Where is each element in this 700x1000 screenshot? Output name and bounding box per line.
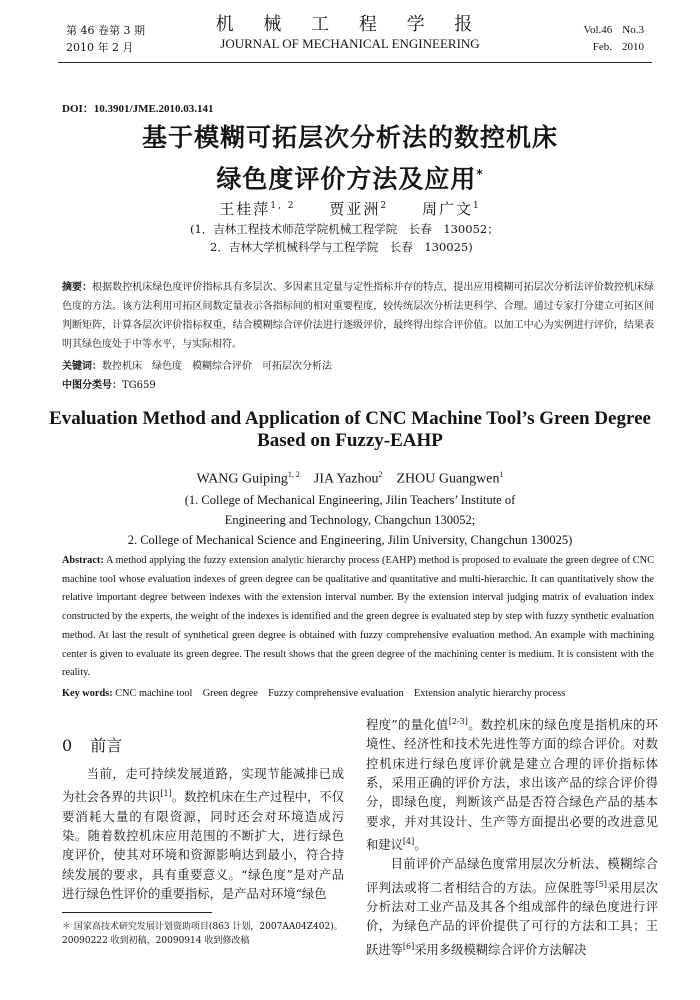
citation[interactable]: [5] (595, 879, 607, 889)
doi[interactable]: DOI：10.3901/JME.2010.03.141 (62, 103, 214, 115)
paper-title-en (0, 408, 700, 452)
body-text: 。数控机床在生产过程中，不仅要消耗大量的有限资源，同时还会对环境造成污染。随着数控机床应用范围的不断扩大，进行绿色度评价，使其对环境和资源影响达到最小，符合持续发展的要求，具有重要意义。“绿色度”是对产品进行绿色性评价的重要指标，是产品对环境“绿色 (62, 790, 344, 901)
author-en-sup: 1, 2 (287, 470, 300, 479)
affiliation-en: Engineering and Technology, Changchun 130052; (224, 513, 476, 527)
classification-cn-text: TG659 (122, 380, 156, 391)
keywords-en-text: CNC machine tool Green degree Fuzzy comprehensive evaluation Extension analytic hierarchy process (115, 688, 566, 699)
author-en-sup: 1 (499, 470, 504, 479)
header-month: Feb. (592, 41, 612, 53)
body-text: 采用层次分析法对工业产品及其各个组成部件的绿色度进行评价，为绿色产品的评价提供了可行的方法和工具；王跃进等 (366, 880, 658, 957)
keywords-cn-text: 数控机床 绿色度 模糊综合评价 可拓层次分析法 (102, 361, 332, 372)
body-right-column (366, 712, 658, 960)
section-heading (62, 733, 140, 756)
abstract-cn-label: 摘要： (62, 282, 93, 293)
body-text: 采用多级模糊综合评价方法解决 (414, 942, 587, 957)
body-paragraph (366, 855, 658, 960)
affiliation-cn: 2．吉林大学机械科学与工程学院 长春 130025) (210, 240, 473, 254)
affiliation-en: 2. College of Mechanical Science and Engineering, Jilin University, Changchun 130025) (127, 533, 573, 547)
author-cn: 周广文 (421, 200, 473, 218)
author-en-sup: 2 (378, 470, 383, 479)
classification-cn-label: 中图分类号： (62, 380, 122, 391)
paper-title-en-line2: Based on Fuzzy-EAHP (257, 430, 443, 451)
body-paragraph (366, 712, 658, 855)
footnote (62, 920, 352, 948)
header-no: No.3 (622, 24, 644, 36)
author-cn-sup: 2 (380, 201, 389, 211)
header-date: 2010 年 2 月 (66, 41, 134, 54)
footnote-rule (62, 912, 212, 913)
classification-cn (62, 376, 156, 391)
abstract-en-text: A method applying the fuzzy extension analytic hierarchy process (EAHP) method is proposed to evaluate the green degree of CNC machine tool whose evaluation indexes of green degree can be qualitative and quantitative and multi-hierarchic. It can quantitatively show the relative important degree between indexes with the extension interval number. By the extension interval judging matrix of evaluation index constructed by the experts, the weight of the indexes is identified and the green degree is evaluated step by step with fuzzy synthetic evaluation method. At last the result of synthetical green degree is obtained with fuzzy comprehensive evaluation method. An example with machining center is given to evaluate its green degree. The result shows that the green degree of the machining center is medium. It is consistent with the reality. (62, 555, 654, 679)
authors-en (0, 470, 700, 488)
body-text: 。数控机床的绿色度是指机床的环境性、经济性和技术先进性等方面的综合评价。对数控机床进行绿色度评价就是建立合理的评价指标体系，采用正确的评价方法，求出该产品的综合评价得分，即绿色度，判断该产品是否符合绿色产品的基本要求，并对其设计、生产等方面提出必要的改进意见和建议 (366, 718, 658, 852)
author-en: ZHOU Guangwen (396, 471, 500, 487)
keywords-cn-label: 关键词： (62, 361, 102, 372)
author-cn: 贾亚洲 (329, 200, 381, 218)
body-text: 目前评价产品绿色度常用层次分析法、模糊综合评判法或将二者相结合的方法。应保胜等 (366, 857, 658, 895)
abstract-cn-text: 根据数控机床绿色度评价指标具有多层次、多因素且定量与定性指标并存的特点，提出应用模糊可拓层次分析法评价数控机床绿色度的方法。该方法利用可拓区间数定量表示各指标间的相对重要程度，较传统层次分析法更科学、合理。通过专家打分建立可拓区间判断矩阵，计算各层次评价指标权重，结合模糊综合评价法进行逐级评价，最终得出综合评价值。以加工中心为实例进行评价，结果表明其绿色度处于中等水平，与实际相符。 (62, 282, 655, 350)
citation[interactable]: [2-3] (448, 717, 468, 726)
header-vol: Vol.46 (583, 24, 613, 36)
affiliation-en: (1. College of Mechanical Engineering, Jilin Teachers’ Institute of (184, 493, 516, 507)
journal-name-en: JOURNAL OF MECHANICAL ENGINEERING (220, 36, 480, 51)
body-text: 当前，走可持续发展道路，实现节能减排已成为社会各界的共识 (62, 767, 344, 805)
keywords-cn (62, 357, 332, 372)
body-text: 。 (414, 837, 427, 852)
citation[interactable]: [4] (402, 836, 415, 846)
author-cn-sup: 1 (472, 201, 481, 211)
abstract-cn (62, 278, 654, 354)
keywords-en-label: Key words: (62, 688, 113, 699)
paper-title-en-line1: Evaluation Method and Application of CNC Machine Tool’s Green Degree (49, 408, 651, 429)
footnote-dates: 20090222 收到初稿，20090914 收到修改稿 (62, 936, 250, 946)
body-text: 程度”的量化值 (366, 718, 449, 733)
affiliations-en (0, 490, 700, 550)
author-en: JIA Yazhou (313, 471, 379, 487)
body-paragraph (62, 765, 344, 904)
header-year: 2010 (622, 41, 644, 53)
author-en: WANG Guiping (196, 471, 288, 487)
header-volume: 第 46 卷第 3 期 (66, 24, 145, 37)
section-title: 前言 (90, 736, 123, 755)
body-left-column (62, 765, 344, 904)
section-number: 0 (62, 736, 73, 755)
abstract-en-label: Abstract: (62, 555, 104, 566)
citation[interactable]: [1] (160, 789, 172, 799)
paper-title-cn (0, 120, 700, 197)
title-footnote-mark: * (476, 167, 484, 181)
affiliations-cn (190, 220, 499, 256)
footnote-funding: ＊ 国家高技术研究发展计划资助项目(863 计划，2007AA04Z402)。 (62, 922, 343, 932)
author-cn-sup: 1, 2 (270, 201, 296, 211)
header-rule (58, 62, 652, 63)
citation[interactable]: [6] (402, 941, 415, 951)
keywords-en (62, 684, 565, 699)
journal-name-cn: 机 械 工 程 学 报 (215, 14, 485, 35)
abstract-en (62, 552, 654, 683)
affiliation-cn: (1．吉林工程技术师范学院机械工程学院 长春 130052； (190, 222, 499, 236)
paper-title-cn-line2: 绿色度评价方法及应用 (216, 164, 477, 194)
author-cn: 王桂萍 (219, 200, 271, 218)
header-issue-block (573, 22, 644, 56)
paper-title-cn-line1: 基于模糊可拓层次分析法的数控机床 (141, 123, 558, 152)
authors-cn (0, 198, 700, 219)
